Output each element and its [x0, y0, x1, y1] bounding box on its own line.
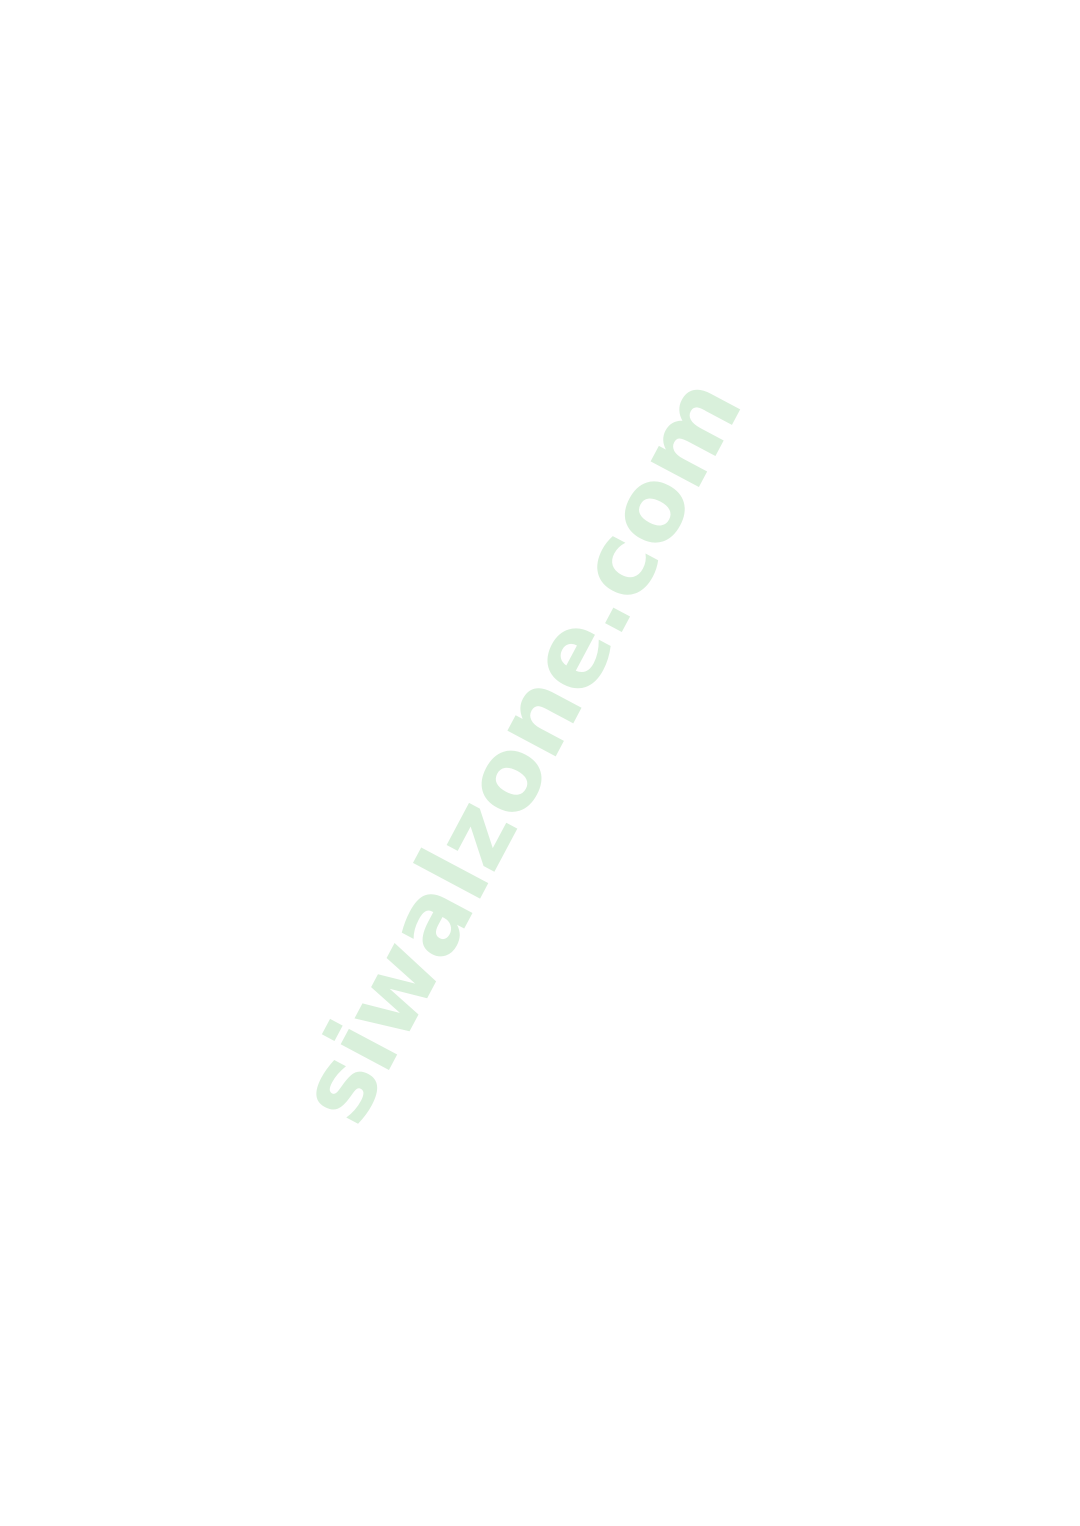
paragraph-3: [132, 424, 944, 476]
paragraph-4: [132, 499, 944, 603]
paragraph-2: [132, 245, 944, 401]
paragraph-5: [132, 626, 944, 1042]
paragraph-7: [132, 1348, 944, 1452]
page-text: [132, 118, 944, 1475]
paragraph-6: [132, 1065, 944, 1325]
paragraph-1: [132, 118, 944, 222]
watermark: siwalzone.com: [274, 358, 766, 1142]
